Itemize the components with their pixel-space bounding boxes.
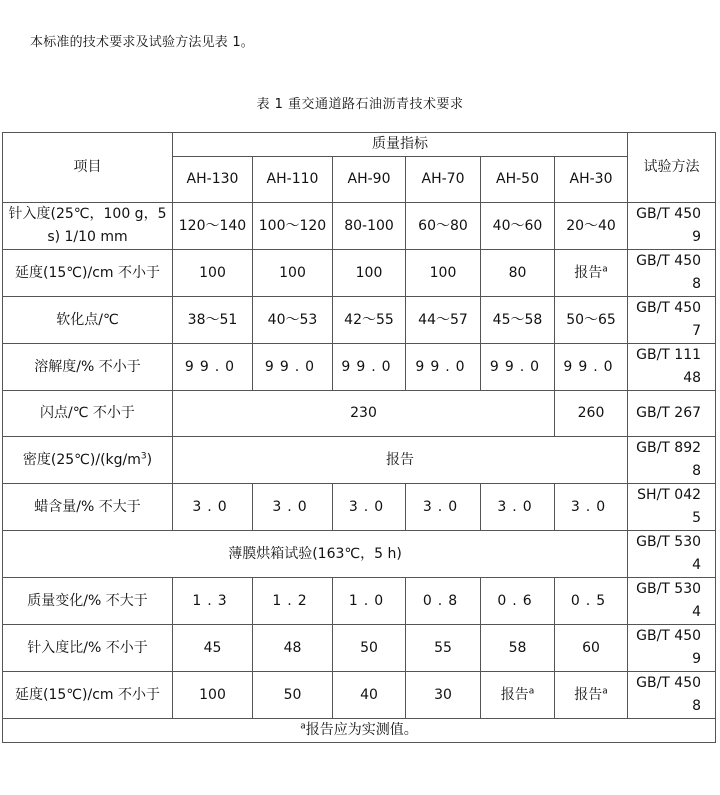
cell-value: 0.5 (555, 578, 628, 625)
row-label: 软化点/℃ (3, 297, 173, 344)
header-item: 项目 (3, 133, 173, 203)
footnote: $^a$报告应为实测值。 (3, 719, 716, 743)
table-row (3, 531, 716, 578)
row-label: 溶解度/% 不小于 (3, 344, 173, 391)
test-method: SH/T 0425 (628, 484, 716, 531)
cell-value-span: 230 (173, 391, 555, 437)
row-label: 针入度比/% 不小于 (3, 625, 173, 672)
cell-value: 3.0 (253, 484, 333, 531)
cell-value: 报告$^a$ (481, 672, 555, 719)
cell-value: 1.2 (253, 578, 333, 625)
cell-value-span: 报告 (173, 437, 628, 484)
cell-value: 100 (173, 250, 253, 297)
cell-value: 0.8 (406, 578, 481, 625)
cell-value: 42～55 (333, 297, 406, 344)
footnote-marker: a (528, 685, 535, 696)
cell-value: 40 (333, 672, 406, 719)
table-row (3, 625, 716, 672)
cell-value: 80 (481, 250, 555, 297)
cell-value: 3.0 (481, 484, 555, 531)
cell-value: 60 (555, 625, 628, 672)
grade-header: AH-70 (406, 157, 481, 203)
grade-header: AH-110 (253, 157, 333, 203)
row-label: 针入度(25℃，100 g，5 s) 1/10 mm (3, 203, 173, 250)
test-method: GB/T 4509 (628, 203, 716, 250)
table-row (3, 672, 716, 719)
cell-value: 80-100 (333, 203, 406, 250)
grade-header: AH-50 (481, 157, 555, 203)
section-label: 薄膜烘箱试验(163℃，5 h) (3, 531, 628, 578)
cell-value: 99.0 (333, 344, 406, 391)
test-method: GB/T 4508 (628, 250, 716, 297)
grade-header: AH-130 (173, 157, 253, 203)
table-row (3, 297, 716, 344)
test-method: GB/T 267 (628, 391, 716, 437)
row-label: 密度$(25℃)/(kg/m^3)$ (3, 437, 173, 484)
row-label: 质量变化/% 不大于 (3, 578, 173, 625)
table-row (3, 578, 716, 625)
cell-value: 100 (333, 250, 406, 297)
cell-value: 3.0 (333, 484, 406, 531)
table-caption: 表 1 重交通道路石油沥青技术要求 (256, 97, 464, 112)
grade-header: AH-30 (555, 157, 628, 203)
row-label: 蜡含量/% 不大于 (3, 484, 173, 531)
footnote-marker: a (300, 721, 306, 732)
row-label: 延度(15℃)/cm 不小于 (3, 250, 173, 297)
cell-value: 60～80 (406, 203, 481, 250)
cell-value: 38～51 (173, 297, 253, 344)
cell-value: 55 (406, 625, 481, 672)
cell-value: 1.0 (333, 578, 406, 625)
table-row (3, 250, 716, 297)
cell-value: 99.0 (173, 344, 253, 391)
cell-value: 20～40 (555, 203, 628, 250)
cell-value: 3.0 (555, 484, 628, 531)
cell-value: 45 (173, 625, 253, 672)
technical-requirements-table (2, 132, 716, 743)
cell-value: 100～120 (253, 203, 333, 250)
header-method: 试验方法 (628, 133, 716, 203)
cell-value: 45～58 (481, 297, 555, 344)
cell-value: 40～53 (253, 297, 333, 344)
cell-value: 99.0 (253, 344, 333, 391)
header-quality: 质量指标 (173, 133, 628, 157)
intro-text: 本标准的技术要求及试验方法见表 1。 (30, 35, 255, 50)
table-row (3, 391, 716, 437)
row-label: 闪点/℃ 不小于 (3, 391, 173, 437)
footnote-marker: a (602, 685, 608, 696)
cell-value: 50 (333, 625, 406, 672)
cell-value: 58 (481, 625, 555, 672)
cell-value: 30 (406, 672, 481, 719)
test-method: GB/T 4507 (628, 297, 716, 344)
cell-value: 1.3 (173, 578, 253, 625)
table-row (3, 344, 716, 391)
cell-value: 3.0 (406, 484, 481, 531)
header-row (3, 133, 716, 157)
cell-value: 报告$^a$ (555, 672, 628, 719)
cell-value: 100 (406, 250, 481, 297)
cell-value: 44～57 (406, 297, 481, 344)
cell-value: 120～140 (173, 203, 253, 250)
cell-value: 0.6 (481, 578, 555, 625)
cell-value: 50～65 (555, 297, 628, 344)
cell-value: 50 (253, 672, 333, 719)
test-method: GB/T 8928 (628, 437, 716, 484)
test-method: GB/T 4508 (628, 672, 716, 719)
cell-value: 99.0 (555, 344, 628, 391)
footnote-marker: a (602, 263, 608, 274)
grade-header: AH-90 (333, 157, 406, 203)
cell-value: 100 (173, 672, 253, 719)
table-row (3, 437, 716, 484)
test-method: GB/T 4509 (628, 625, 716, 672)
cell-value: 48 (253, 625, 333, 672)
table-row (3, 484, 716, 531)
test-method: GB/T 5304 (628, 531, 716, 578)
cell-value: 99.0 (481, 344, 555, 391)
cell-value: 100 (253, 250, 333, 297)
cell-value: 260 (555, 391, 628, 437)
row-label: 延度(15℃)/cm 不小于 (3, 672, 173, 719)
cell-value: 报告$^a$ (555, 250, 628, 297)
test-method: GB/T 5304 (628, 578, 716, 625)
footnote-row (3, 719, 716, 743)
test-method: GB/T 11148 (628, 344, 716, 391)
table-row (3, 203, 716, 250)
cell-value: 3.0 (173, 484, 253, 531)
cell-value: 40～60 (481, 203, 555, 250)
cell-value: 99.0 (406, 344, 481, 391)
